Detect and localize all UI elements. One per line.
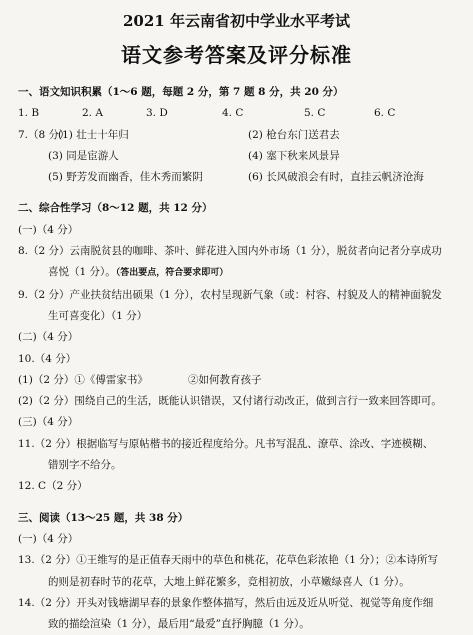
document-title: 语文参考答案及评分标准 bbox=[121, 43, 352, 67]
q7-row-2 bbox=[18, 146, 455, 167]
q11-answer-line-2: 错别字不给分。 bbox=[48, 459, 122, 472]
section-heading-2: 二、综合性学习（8～12 题，共 12 分） bbox=[18, 202, 213, 215]
q13-answer-line-1: 13.（2 分）①王维写的是正值春天雨中的草色和桃花，花草色彩浓艳（1 分）；②本诗所写 bbox=[18, 554, 438, 567]
multiple-choice-answers bbox=[18, 103, 455, 124]
answer-content bbox=[18, 82, 455, 635]
part-label: (一)（4 分） bbox=[18, 532, 79, 545]
q7-row-1 bbox=[18, 125, 455, 146]
part-label: (三)（4 分） bbox=[18, 416, 79, 429]
mc-answer-1: 1. B bbox=[18, 107, 40, 120]
q10-head: 10.（4 分） bbox=[18, 352, 77, 365]
q7-row-3 bbox=[18, 167, 455, 188]
q7-answer-1: (1) 壮士十年归 bbox=[58, 128, 129, 141]
q10-sub-2: (2)（2 分）围绕自己的生活，既能认识错误，又付诸行动改正，做到言行一致来回答即可。 bbox=[18, 395, 442, 408]
q7-answer-2: (2) 枪台东门送君去 bbox=[248, 128, 340, 141]
mc-answer-3: 3. D bbox=[146, 107, 168, 120]
mc-answer-5: 5. C bbox=[304, 107, 326, 120]
part-label: (一)（4 分） bbox=[18, 223, 79, 236]
q7-answer-3: (3) 同是宦游人 bbox=[48, 149, 119, 162]
mc-answer-2: 2. A bbox=[82, 107, 103, 120]
q11-answer-line-1: 11.（2 分）根据临写与原帖楷书的接近程度给分。凡书写混乱、潦草、涂改、字迹模糊、 bbox=[18, 437, 434, 450]
q9-answer-line-2: 生可喜变化）（1 分） bbox=[48, 309, 148, 322]
q7-answer-6: (6) 长风破浪会有时，直挂云帆济沧海 bbox=[248, 171, 424, 184]
q7-answer-4: (4) 塞下秋来风景异 bbox=[248, 149, 340, 162]
q13-answer-line-2: 的则是初春时节的花草，大地上鲜花繁多，竞相初放，小草嫩绿喜人（1 分）。 bbox=[48, 575, 410, 588]
exam-title: 2021 年云南省初中学业水平考试 bbox=[123, 12, 350, 30]
q12-answer: 12. C（2 分） bbox=[18, 480, 88, 493]
mc-answer-6: 6. C bbox=[374, 107, 396, 120]
q8-grading-note: （答出要点，符合要求即可） bbox=[115, 268, 229, 279]
q10-sub-1: (1)（2 分）①《傅雷家书》 ②如何教育孩子 bbox=[18, 373, 262, 386]
mc-answer-4: 4. C bbox=[222, 107, 244, 120]
q8-answer-line-2: 喜悦（1 分）。（答出要点，符合要求即可） bbox=[48, 266, 229, 279]
section-heading-1: 一、语文知识积累（1～6 题，每题 2 分，第 7 题 8 分，共 20 分） bbox=[18, 86, 344, 98]
q14-answer-line-2: 致的描绘渲染（1 分），最后用“最爱”直抒胸臆（1 分）。 bbox=[48, 618, 310, 631]
part-label: (二)（4 分） bbox=[18, 331, 79, 344]
q7-head: 7.（8 分） bbox=[18, 128, 70, 141]
q7-answer-5: (5) 野芳发而幽香，佳木秀而繁阴 bbox=[48, 171, 203, 184]
q14-answer-line-1: 14.（2 分）开头对钱塘湖早春的景象作整体描写，然后由远及近从听觉、视觉等角度作细 bbox=[18, 596, 434, 609]
q8-answer-line-1: 8.（2 分）云南脱贫县的咖啡、茶叶、鲜花进入国内外市场（1 分），脱贫者向记者分享成功 bbox=[18, 245, 442, 258]
section-heading-3: 三、阅读（13～25 题，共 38 分） bbox=[18, 511, 189, 524]
q9-answer-line-1: 9.（2 分）产业扶贫结出硕果（1 分），农村呈现新气象（或：村容、村貌及人的精神面貌发 bbox=[18, 288, 442, 301]
